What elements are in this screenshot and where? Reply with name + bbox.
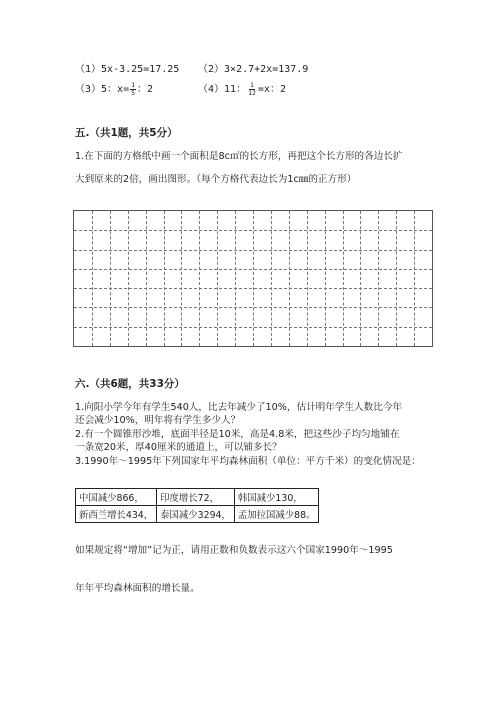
question-3-line-2: 如果规定将“增加”记为正，请用正数和负数表示这六个国家1990年～1995 [75,545,393,556]
section-5-question-line-1: 1.在下面的方格纸中画一个面积是8c㎡的长方形，再把这个长方形的各边长扩 [75,151,403,162]
fraction-denominator: 12 [248,88,256,97]
table-row [76,506,319,523]
table-cell: 印度增长72， [157,489,235,506]
question-3-line-1: 3.1990年～1995年下列国家年平均森林面积（单位：平方千米）的变化情况是： [75,456,421,467]
forest-area-table [75,488,319,523]
equation-3-post: ：2 [137,84,154,95]
table-cell: 韩国减少130， [234,489,319,506]
equation-4-post: =x：2 [257,84,286,95]
equation-1-label: （1） [75,64,102,75]
equation-4-fraction [247,82,257,97]
equation-3-label: （3） [75,84,102,95]
table-cell: 孟加拉国减少88。 [234,506,319,523]
table-cell: 中国减少866， [76,489,157,506]
equation-3 [75,80,153,97]
fraction-numerator: 1 [131,80,136,89]
equation-1-text: 5x-3.25=17.25 [101,64,180,75]
square-grid-paper[interactable] [73,210,433,347]
fraction-denominator: 5 [131,88,136,97]
section-5-question-line-2: 大到原来的2倍，画出图形。（每个方格代表边长为1c㎜的正方形） [75,174,357,185]
equation-4-label: （4） [198,84,225,95]
question-1-line-1: 1.向阳小学今年有学生540人，比去年减少了10%，估计明年学生人数比今年 [75,402,403,413]
equation-3-fraction [130,82,136,97]
equation-4 [198,80,286,97]
equation-3-pre: 5：x= [101,84,130,95]
fraction-numerator: 1 [250,80,254,89]
question-3-line-3: 年年平均森林面积的增长量。 [75,583,200,594]
equation-2 [198,60,308,75]
question-1-line-2: 还会减少10%，明年将有学生多少人？ [75,415,241,426]
table-cell: 泰国减少3294， [157,506,235,523]
section-5-heading: 五.（共1题，共5分） [75,127,178,139]
table-cell: 新西兰增长434， [76,506,157,523]
table-row [76,489,319,506]
question-2-line-1: 2.有一个圆锥形沙堆，底面半径是10米，高是4.8米，把这些沙子均匀地铺在 [75,429,400,440]
equation-4-pre: 11： [224,84,247,95]
question-2-line-2: 一条宽20米，厚40厘米的通道上，可以铺多长？ [75,442,282,453]
equation-2-label: （2） [198,64,225,75]
section-6-heading: 六.（共6题，共33分） [75,378,185,390]
equation-1 [75,60,179,75]
equation-2-text: 3×2.7+2x=137.9 [224,64,309,75]
